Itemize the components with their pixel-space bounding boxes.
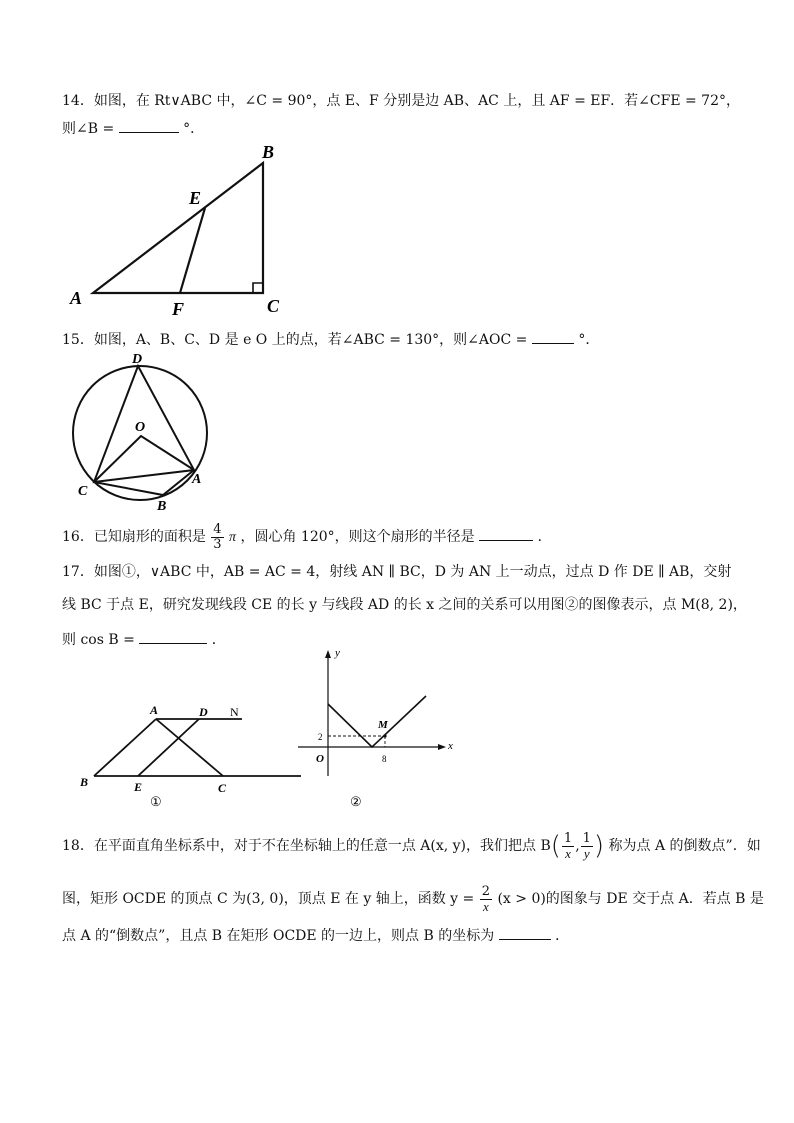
q14-label-e: E bbox=[189, 188, 202, 208]
q17-line2: 线 BC 于点 E，研究发现线段 CE 的长 y 与线段 AD 的长 x 之间的关系可以用图②的图像表示，点 M(8, 2)， bbox=[62, 597, 747, 613]
q17-fig2-label-y: y bbox=[335, 647, 340, 659]
q15-tail: °． bbox=[578, 332, 600, 348]
q15-label-o: O bbox=[135, 420, 146, 435]
q16-pi: π bbox=[229, 530, 237, 545]
q17-fig2-label-x: x bbox=[448, 740, 453, 752]
q15-label-d: D bbox=[132, 352, 143, 367]
q17-point-m bbox=[383, 734, 386, 737]
q18-line2-post: (x > 0)的图象与 DE 交于点 A．若点 B 是 bbox=[497, 891, 764, 907]
q15-chords-cb-ba bbox=[94, 470, 194, 495]
q18-frac3-den: x bbox=[482, 898, 489, 914]
q15-answer-blank[interactable] bbox=[532, 329, 574, 344]
q15-text-pre: 15．如图，A、B、C、D 是 bbox=[62, 332, 239, 348]
q18-fraction-1 bbox=[562, 832, 574, 861]
q14-triangle bbox=[93, 163, 263, 293]
q15-text-post: 上的点，若∠ABC = 130°，则∠AOC = bbox=[271, 332, 528, 348]
q17-fig2-label-o: O bbox=[316, 753, 324, 765]
q15-label-b: B bbox=[157, 499, 167, 514]
q16-pre: 16．已知扇形的面积是 bbox=[62, 529, 206, 545]
q15-line bbox=[62, 329, 599, 349]
q17-figure-2 bbox=[294, 646, 464, 811]
q17-fig2-tick-2: 2 bbox=[318, 732, 323, 742]
q16-tail: ． bbox=[537, 529, 552, 545]
q14-line2 bbox=[62, 118, 204, 138]
q18-line1 bbox=[62, 826, 761, 866]
q17-answer-blank[interactable] bbox=[139, 629, 207, 644]
q17-graph-line bbox=[328, 696, 426, 747]
q17-fig2-label-m: M bbox=[378, 719, 388, 731]
q16-frac-den: 3 bbox=[213, 536, 222, 552]
q15-circle-label: e O bbox=[243, 332, 268, 348]
q18-line2 bbox=[62, 879, 764, 919]
q17-line1: 17．如图①，∨ABC 中，AB = AC = 4，射线 AN ∥ BC，D 为 AN 上一动点，过点 D 作 DE ∥ AB，交射 bbox=[62, 564, 732, 580]
q17-y-axis-arrow bbox=[325, 650, 331, 658]
q17-fig1-label-a: A bbox=[150, 703, 159, 717]
q16-answer-blank[interactable] bbox=[479, 526, 533, 541]
q18-line3-pre: 点 A 的“倒数点”，且点 B 在矩形 OCDE 的一边上，则点 B 的坐标为 bbox=[62, 928, 495, 944]
q15-label-a: A bbox=[192, 472, 202, 487]
q17-fig1-label-e: E bbox=[134, 780, 143, 794]
q17-line3-post: ． bbox=[211, 632, 226, 648]
q18-frac1-num: 1 bbox=[563, 830, 573, 846]
q16-frac-num: 4 bbox=[213, 521, 222, 537]
q14-label-c: C bbox=[267, 296, 280, 316]
q17-fig2-caption: ② bbox=[350, 794, 362, 809]
q18-answer-blank[interactable] bbox=[499, 925, 551, 940]
q18-fraction-2 bbox=[581, 832, 593, 861]
q18-left-paren: ( bbox=[550, 831, 561, 861]
q14-line2-pre: 则∠B = bbox=[62, 121, 115, 137]
q18-frac1-den: x bbox=[565, 845, 571, 861]
q18-frac2-den: y bbox=[583, 845, 590, 861]
q17-x-axis-arrow bbox=[438, 744, 446, 750]
q14-label-f: F bbox=[172, 299, 185, 319]
q18-line2-pre: 图，矩形 OCDE 的顶点 C 为(3, 0)，顶点 E 在 y 轴上，函数 y = bbox=[62, 891, 475, 907]
q14-label-a: A bbox=[70, 288, 83, 308]
q17-line3 bbox=[62, 629, 226, 649]
q17-fig1-caption: ① bbox=[150, 794, 162, 809]
q14-answer-blank[interactable] bbox=[119, 118, 179, 133]
q14-right-angle-mark bbox=[253, 283, 263, 293]
q18-line1-pre: 18．在平面直角坐标系中，对于不在坐标轴上的任意一点 A(x, y)，我们把点 B bbox=[62, 838, 551, 854]
q18-frac3-num: 2 bbox=[481, 883, 490, 899]
q17-fig1-label-c: C bbox=[218, 781, 227, 795]
q16-mid: ，圆心角 120°，则这个扇形的半径是 bbox=[240, 529, 475, 545]
q18-comma: , bbox=[575, 838, 580, 854]
q14-line2-post: °． bbox=[183, 121, 205, 137]
q18-line3 bbox=[62, 925, 569, 945]
q17-fig1-label-n: N bbox=[230, 705, 239, 719]
q14-label-b: B bbox=[262, 142, 275, 162]
q18-right-paren: ) bbox=[593, 831, 605, 861]
q14-line1: 14．如图，在 Rt∨ABC 中，∠C = 90°，点 E、F 分别是边 AB、AC 上，且 AF = EF．若∠CFE = 72°， bbox=[62, 93, 741, 109]
q18-fraction-3 bbox=[480, 885, 492, 914]
q18-line3-post: ． bbox=[555, 928, 570, 944]
q18-frac2-num: 1 bbox=[582, 830, 591, 846]
q16-line bbox=[62, 520, 552, 555]
q18-line1-post: 称为点 A 的倒数点”．如 bbox=[608, 838, 761, 854]
q17-line3-pre: 则 cos B = bbox=[62, 632, 135, 648]
q16-fraction bbox=[211, 523, 223, 552]
q14-segment-ef bbox=[180, 208, 205, 293]
q17-figure-1 bbox=[76, 700, 308, 810]
q17-fig1-label-b: B bbox=[80, 775, 89, 789]
q14-figure bbox=[60, 138, 290, 323]
q15-label-c: C bbox=[78, 484, 88, 499]
q17-fig2-tick-8: 8 bbox=[382, 754, 387, 764]
q17-fig1-label-d: D bbox=[199, 705, 208, 719]
q15-figure bbox=[66, 350, 226, 515]
